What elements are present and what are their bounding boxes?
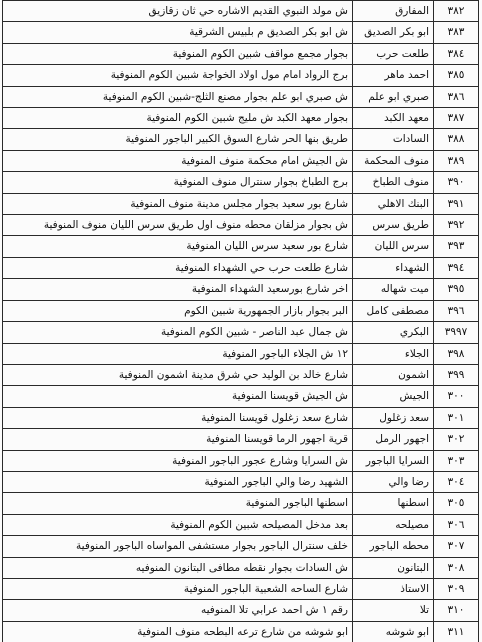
branch-name: الجيش <box>353 386 434 407</box>
table-row <box>3 215 479 236</box>
row-number: ٣٨٧ <box>434 108 479 129</box>
branch-address: شارع بور سعيد بجوار مجلس مدينة منوف المنوفية <box>3 193 353 214</box>
branch-name: صبري ابو علم <box>353 86 434 107</box>
branch-table <box>2 0 479 642</box>
row-number: ٣٩٣ <box>434 236 479 257</box>
branch-address: ش السرايا وشارع عجور الباجور المنوفية <box>3 450 353 471</box>
branch-address: ش بجوار مزلقان محطه منوف اول طريق سرس الليان منوف المنوفية <box>3 215 353 236</box>
table-row <box>3 429 479 450</box>
table-row <box>3 236 479 257</box>
row-number: ٣٩٨ <box>434 343 479 364</box>
branch-address: بجوار مجمع مواقف شبين الكوم المنوفية <box>3 43 353 64</box>
table-row <box>3 514 479 535</box>
row-number: ٣٨٣ <box>434 22 479 43</box>
row-number: ٣٠٩ <box>434 578 479 599</box>
branch-name: منوف الطباخ <box>353 172 434 193</box>
branch-name: ابو بكر الصديق <box>353 22 434 43</box>
branch-name: منوف المحكمة <box>353 150 434 171</box>
table-row <box>3 86 479 107</box>
table-row <box>3 536 479 557</box>
branch-address: ش الجيش قويسنا المنوفية <box>3 386 353 407</box>
table-row <box>3 322 479 343</box>
row-number: ٣٩١ <box>434 193 479 214</box>
table-row <box>3 257 479 278</box>
table-row <box>3 129 479 150</box>
table-row <box>3 65 479 86</box>
row-number: ٣٩٢ <box>434 215 479 236</box>
branch-address: شارع طلعت حرب حي الشهداء المنوفية <box>3 257 353 278</box>
row-number: ٣٠٠ <box>434 386 479 407</box>
branch-address: شارع سعد زغلول قويسنا المنوفية <box>3 407 353 428</box>
branch-address: ش جمال عبد الناصر - شبين الكوم المنوفية <box>3 322 353 343</box>
table-row <box>3 300 479 321</box>
row-number: ٣٨٩ <box>434 150 479 171</box>
branch-name: البتانون <box>353 557 434 578</box>
table-row <box>3 450 479 471</box>
branch-name: سرس الليان <box>353 236 434 257</box>
table-body <box>3 1 479 642</box>
branch-name: الاستاذ <box>353 578 434 599</box>
branch-address: ١٢ ش الجلاء الباجور المنوفية <box>3 343 353 364</box>
branch-address: شارع الساحه الشعبية الباجور المنوفية <box>3 578 353 599</box>
branch-name: ميت شهاله <box>353 279 434 300</box>
table-row <box>3 578 479 599</box>
branch-name: رضا والي <box>353 471 434 492</box>
row-number: ٣٩٩ <box>434 364 479 385</box>
branch-name: تلا <box>353 600 434 621</box>
branch-address: ش صبري ابو علم بجوار مصنع الثلج-شبين الكوم المنوفية <box>3 86 353 107</box>
row-number: ٣٨٨ <box>434 129 479 150</box>
row-number: ٣٩٠ <box>434 172 479 193</box>
row-number: ٣٩٥ <box>434 279 479 300</box>
table-row <box>3 1 479 22</box>
branch-address: خلف سنترال الباجور بجوار مستشفى المواساه الباجور المنوفية <box>3 536 353 557</box>
branch-address: شارع بور سعيد سرس الليان المنوفية <box>3 236 353 257</box>
row-number: ٣٩٤ <box>434 257 479 278</box>
branch-address: اخر شارع بورسعيد الشهداء المنوفية <box>3 279 353 300</box>
row-number: ٣٠٦ <box>434 514 479 535</box>
row-number: ٣٨٤ <box>434 43 479 64</box>
branch-name: الشهداء <box>353 257 434 278</box>
branch-name: مصطفى كامل <box>353 300 434 321</box>
branch-name: اسطنها <box>353 493 434 514</box>
branch-address: شارع خالد بن الوليد حي شرق مدينة اشمون المنوفية <box>3 364 353 385</box>
branch-address: ش مولد النبوي القديم الاشاره حي ثان زقازيق <box>3 1 353 22</box>
row-number: ٣٨٦ <box>434 86 479 107</box>
branch-address: بجوار معهد الكبد ش مليج شبين الكوم المنوفية <box>3 108 353 129</box>
row-number: ٣١١ <box>434 621 479 642</box>
branch-name: السرايا الباجور <box>353 450 434 471</box>
branch-address: ش الجيش امام محكمة منوف المنوفية <box>3 150 353 171</box>
row-number: ٣٨٢ <box>434 1 479 22</box>
row-number: ٣٠٣ <box>434 450 479 471</box>
branch-name: مصيلحه <box>353 514 434 535</box>
table-row <box>3 22 479 43</box>
branch-address: رقم ١ ش احمد عرابي تلا المنوفيه <box>3 600 353 621</box>
branch-name: محطه الباجور <box>353 536 434 557</box>
row-number: ٣٩٩٧ <box>434 322 479 343</box>
table-row <box>3 407 479 428</box>
table-row <box>3 364 479 385</box>
table-row <box>3 343 479 364</box>
branch-address: ش ابو بكر الصديق م بلبيس الشرقية <box>3 22 353 43</box>
branch-name: احمد ماهر <box>353 65 434 86</box>
table-row <box>3 600 479 621</box>
branch-address: ش السادات بجوار نقطه مطافى البتانون المنوفيه <box>3 557 353 578</box>
table-row <box>3 493 479 514</box>
table-row <box>3 150 479 171</box>
branch-name: ابو شوشه <box>353 621 434 642</box>
row-number: ٣٠٢ <box>434 429 479 450</box>
branch-address: برج الطباخ بجوار سنترال منوف المنوفية <box>3 172 353 193</box>
branch-address: قرية اجهور الرما قويسنا المنوفية <box>3 429 353 450</box>
table-row <box>3 172 479 193</box>
branch-address: بعد مدخل المصيلحه شبين الكوم المنوفية <box>3 514 353 535</box>
branch-name: المفارق <box>353 1 434 22</box>
table-row <box>3 108 479 129</box>
row-number: ٣٩٦ <box>434 300 479 321</box>
branch-address: اسطنها الباجور المنوفية <box>3 493 353 514</box>
branch-address: ابو شوشه من شارع ترعه البطحه منوف المنوفية <box>3 621 353 642</box>
row-number: ٣٠٨ <box>434 557 479 578</box>
row-number: ٣٠٧ <box>434 536 479 557</box>
row-number: ٣٠١ <box>434 407 479 428</box>
branch-name: البنك الاهلي <box>353 193 434 214</box>
row-number: ٣١٠ <box>434 600 479 621</box>
branch-address: برج الرواد امام مول اولاد الخواجة شبين الكوم المنوفية <box>3 65 353 86</box>
branch-name: طريق سرس <box>353 215 434 236</box>
branch-address: البر بجوار بازار الجمهورية شبين الكوم <box>3 300 353 321</box>
table-row <box>3 471 479 492</box>
row-number: ٣٠٥ <box>434 493 479 514</box>
branch-name: السادات <box>353 129 434 150</box>
table-row <box>3 557 479 578</box>
table-row <box>3 279 479 300</box>
branch-address: الشهيد رضا والي الباجور المنوفية <box>3 471 353 492</box>
table-row <box>3 43 479 64</box>
row-number: ٣٨٥ <box>434 65 479 86</box>
branch-name: اشمون <box>353 364 434 385</box>
row-number: ٣٠٤ <box>434 471 479 492</box>
table-row <box>3 386 479 407</box>
branch-name: اجهور الرمل <box>353 429 434 450</box>
branch-address: طريق بنها الحر شارع السوق الكبير الباجور المنوفية <box>3 129 353 150</box>
branch-name: سعد زغلول <box>353 407 434 428</box>
branch-name: الجلاء <box>353 343 434 364</box>
branch-name: البكري <box>353 322 434 343</box>
branch-name: معهد الكبد <box>353 108 434 129</box>
table-row <box>3 621 479 642</box>
branch-name: طلعت حرب <box>353 43 434 64</box>
table-row <box>3 193 479 214</box>
